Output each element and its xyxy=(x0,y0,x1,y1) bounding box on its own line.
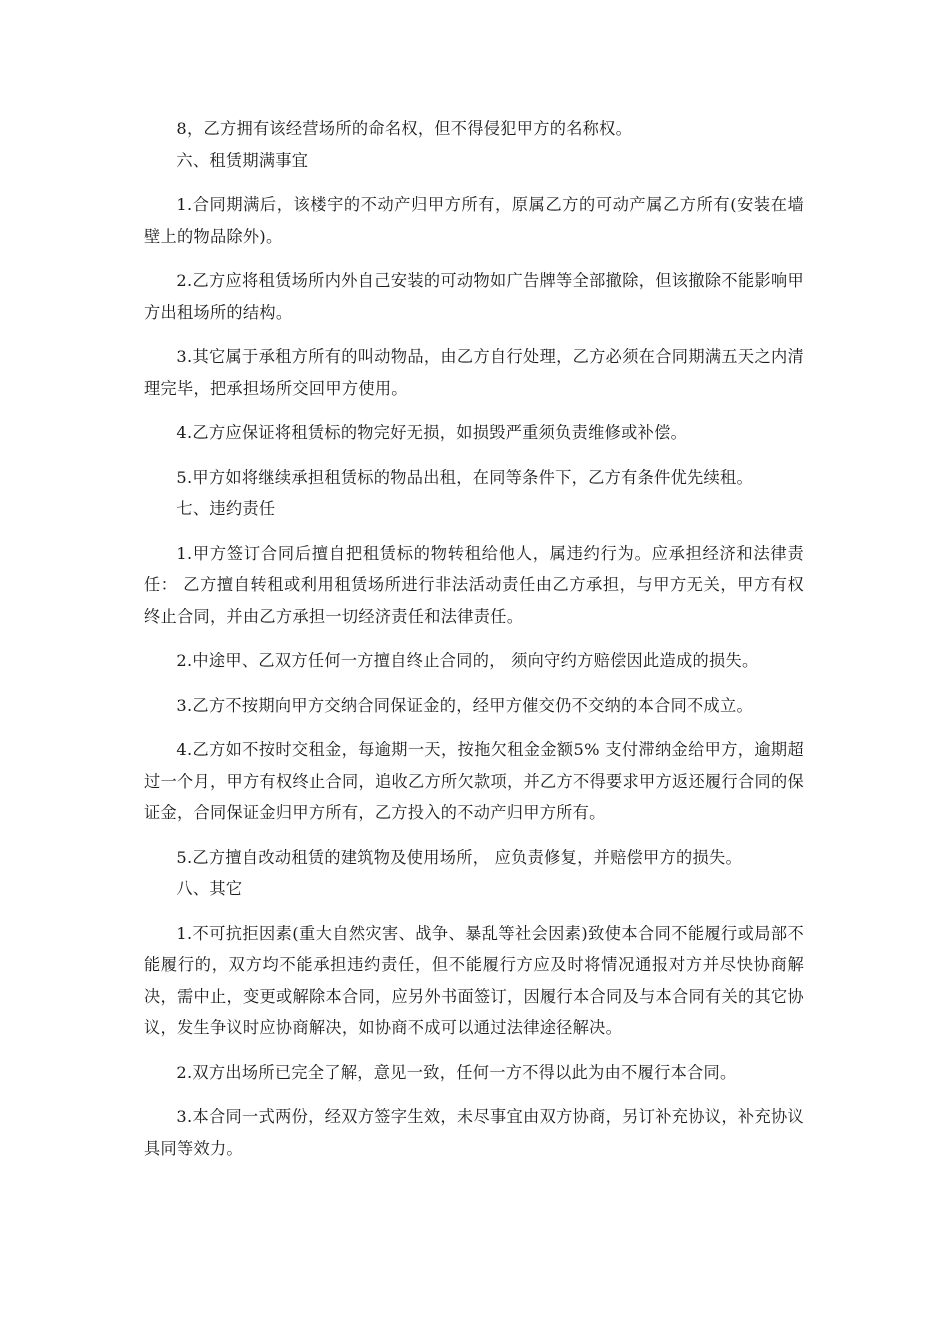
section-heading-lease-expiry: 六、租赁期满事宜 xyxy=(176,150,309,170)
section-heading-breach: 七、违约责任 xyxy=(176,499,276,518)
section-heading-other: 八、其它 xyxy=(176,879,243,898)
clause-6-1: 1.合同期满后，该楼宇的不动产归甲方所有，原属乙方的可动产属乙方所有(安装在墙壁上的物品除外)。 xyxy=(144,195,804,246)
clause-7-2: 2.中途甲、乙双方任何一方擅自终止合同的， 须向守约方赔偿因此造成的损失。 xyxy=(176,651,759,670)
clause-7-1: 1.甲方签订合同后擅自把租赁标的物转租给他人，属违约行为。应承担经济和法律责任： 乙方擅自转租或利用租赁场所进行非法活动责任由乙方承担，与甲方无关，甲方有权终止合同，并由乙方承担一切经济责任和法律责任。 xyxy=(144,543,804,626)
clause-8-naming-rights: 8，乙方拥有该经营场所的命名权，但不得侵犯甲方的名称权。 xyxy=(176,119,633,138)
clause-7-5: 5.乙方擅自改动租赁的建筑物及使用场所， 应负责修复，并赔偿甲方的损失。 xyxy=(176,847,742,867)
clause-7-4: 4.乙方如不按时交租金，每逾期一天，按拖欠租金金额5% 支付滞纳金给甲方，逾期超过一个月，甲方有权终止合同，追收乙方所欠款项，并乙方不得要求甲方返还履行合同的保证金，合同保证金归甲方所有，乙方投入的不动产归甲方所有。 xyxy=(144,740,804,822)
clause-8-2: 2.双方出场所已完全了解，意见一致，任何一方不得以此为由不履行本合同。 xyxy=(176,1062,737,1082)
clause-6-2: 2.乙方应将租赁场所内外自己安装的可动物如广告牌等全部撤除，但该撤除不能影响甲方出租场所的结构。 xyxy=(144,271,804,322)
clause-7-3: 3.乙方不按期向甲方交纳合同保证金的，经甲方催交仍不交纳的本合同不成立。 xyxy=(176,695,754,715)
clause-8-1: 1.不可抗拒因素(重大自然灾害、战争、暴乱等社会因素)致使本合同不能履行或局部不能履行的，双方均不能承担违约责任，但不能履行方应及时将情况通报对方并尽快协商解决，需中止，变更或解除本合同，应另外书面签订，因履行本合同及与本合同有关的其它协议，发生争议时应协商解决，如协商不成可以通过法律途径解决。 xyxy=(144,923,804,1037)
clause-8-3: 3.本合同一式两份，经双方签字生效，未尽事宜由双方协商，另订补充协议，补充协议具同等效力。 xyxy=(144,1107,804,1158)
clause-6-4: 4.乙方应保证将租赁标的物完好无损，如损毁严重须负责维修或补偿。 xyxy=(176,423,688,442)
clause-6-5: 5.甲方如将继续承担租赁标的物品出租，在同等条件下，乙方有条件优先续租。 xyxy=(176,467,754,487)
document-body xyxy=(144,113,804,1164)
clause-6-3: 3.其它属于承租方所有的叫动物品，由乙方自行处理，乙方必须在合同期满五天之内清理完毕，把承担场所交回甲方使用。 xyxy=(144,347,804,398)
